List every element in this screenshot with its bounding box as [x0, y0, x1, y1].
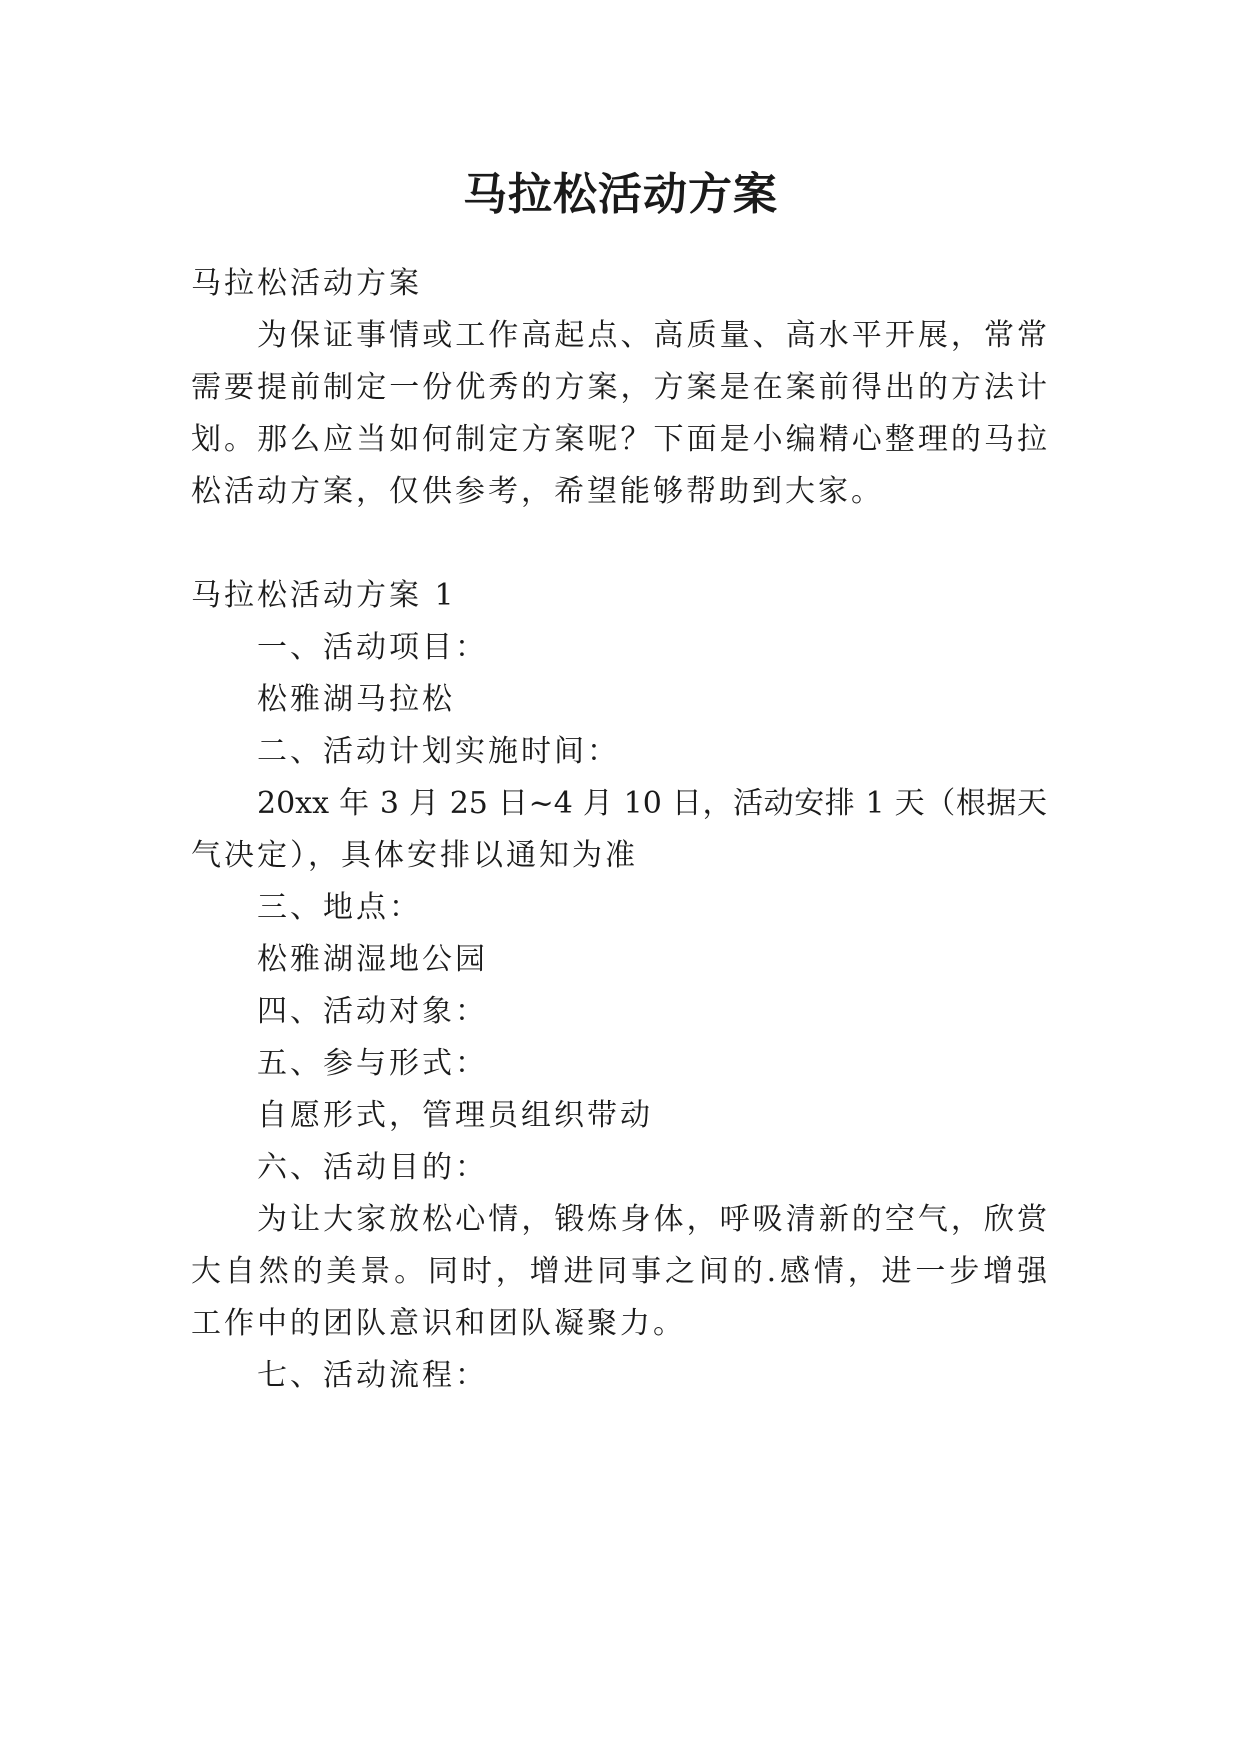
item3-body: 松雅湖湿地公园	[257, 942, 488, 977]
intro-heading: 马拉松活动方案	[191, 266, 422, 301]
intro-paragraph-line-4: 松活动方案，仅供参考，希望能够帮助到大家。	[191, 474, 884, 509]
item2-body-line-2: 气决定），具体安排以通知为准	[191, 838, 638, 873]
intro-paragraph-line-3: 划。那么应当如何制定方案呢？下面是小编精心整理的马拉	[191, 422, 1047, 457]
document-title: 马拉松活动方案	[463, 169, 778, 220]
intro-paragraph-line-2: 需要提前制定一份优秀的方案，方案是在案前得出的方法计	[191, 370, 1047, 405]
item7-heading: 七、活动流程：	[257, 1358, 488, 1393]
item6-body-line-2: 大自然的美景。同时，增进同事之间的.感情，进一步增强	[191, 1254, 1047, 1289]
item2-heading: 二、活动计划实施时间：	[257, 734, 620, 769]
item1-body: 松雅湖马拉松	[257, 682, 455, 717]
item3-heading: 三、地点：	[257, 890, 422, 925]
item5-body: 自愿形式，管理员组织带动	[257, 1098, 653, 1133]
item5-heading: 五、参与形式：	[257, 1046, 488, 1081]
section-heading: 马拉松活动方案 1	[191, 578, 457, 613]
item6-body-line-3: 工作中的团队意识和团队凝聚力。	[191, 1306, 686, 1341]
item1-heading: 一、活动项目：	[257, 630, 488, 665]
item6-heading: 六、活动目的：	[257, 1150, 488, 1185]
item2-body-line-1: 20xx 年 3 月 25 日~4 月 10 日，活动安排 1 天（根据天	[257, 786, 1047, 821]
item6-body-line-1: 为让大家放松心情，锻炼身体，呼吸清新的空气，欣赏	[257, 1202, 1047, 1237]
item4-heading: 四、活动对象：	[257, 994, 488, 1029]
intro-paragraph-line-1: 为保证事情或工作高起点、高质量、高水平开展，常常	[257, 318, 1047, 353]
